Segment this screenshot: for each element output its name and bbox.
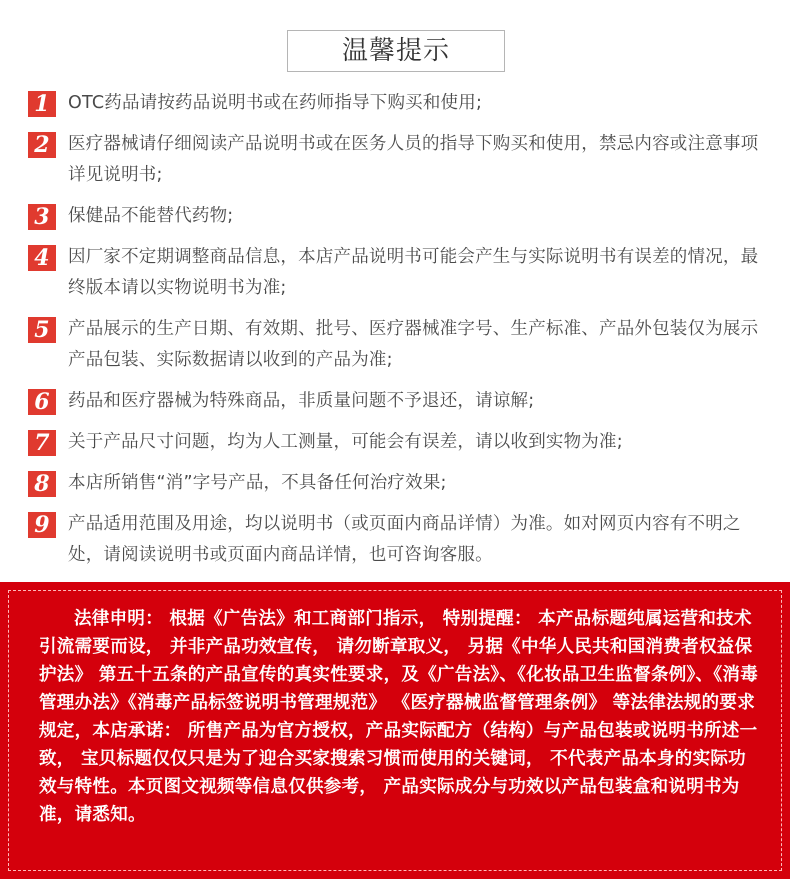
notice-text: 保健品不能替代药物; (68, 206, 234, 226)
notice-item (28, 386, 768, 417)
number-badge: 6 (28, 389, 56, 415)
notice-text: 医疗器械请仔细阅读产品说明书或在医务人员的指导下购买和使用，禁忌内容或注意事项详见说明书; (68, 134, 759, 185)
notice-item (28, 129, 768, 191)
notice-text: 本店所销售“消”字号产品，不具备任何治疗效果; (68, 473, 447, 493)
notice-item (28, 314, 768, 376)
legal-statement-text: 法律申明： 根据《广告法》和工商部门指示， 特别提醒： 本产品标题纯属运营和技术引流需要而设， 并非产品功效宣传， 请勿断章取义， 另据《中华人民共和国消费者权益保护法》 第五十五条的产品宣传的真实性要求，及《广告法》、《化妆品卫生监督条例》、《消毒管理办法》《消毒产品标签说明书管理规范》 《医疗器械监督管理条例》 等法律法规的要求规定，本店承诺： 所售产品为官方授权，产品实际配方（结构）与产品包装或说明书所述一致， 宝贝标题仅仅只是为了迎合买家搜索习惯而使用的关键词， 不代表产品本身的实际功效与特性。本页图文视频等信息仅供参考， 产品实际成分与功效以产品包装盒和说明书为准，请悉知。 (39, 609, 758, 825)
legal-statement-frame (8, 590, 782, 871)
notice-item (28, 88, 768, 119)
number-badge: 3 (28, 204, 56, 230)
notice-text: OTC药品请按药品说明书或在药师指导下购买和使用; (68, 93, 483, 113)
notice-text: 药品和医疗器械为特殊商品，非质量问题不予退还，请谅解; (68, 391, 535, 411)
notice-item (28, 201, 768, 232)
number-badge: 5 (28, 317, 56, 343)
number-badge: 9 (28, 512, 56, 538)
notice-item (28, 468, 768, 499)
number-badge: 7 (28, 430, 56, 456)
notice-text: 产品适用范围及用途，均以说明书（或页面内商品详情）为准。如对网页内容有不明之处，请阅读说明书或页面内商品详情，也可咨询客服。 (68, 514, 741, 565)
notice-list (28, 88, 768, 581)
notice-text: 关于产品尺寸问题，均为人工测量，可能会有误差，请以收到实物为准; (68, 432, 623, 452)
notice-item (28, 427, 768, 458)
page-title: 温馨提示 (287, 30, 505, 72)
notice-text: 因厂家不定期调整商品信息，本店产品说明书可能会产生与实际说明书有误差的情况，最终版本请以实物说明书为准; (68, 247, 759, 298)
number-badge: 1 (28, 91, 56, 117)
notice-item (28, 509, 768, 571)
notice-item (28, 242, 768, 304)
number-badge: 4 (28, 245, 56, 271)
number-badge: 8 (28, 471, 56, 497)
legal-statement-panel (0, 582, 790, 879)
number-badge: 2 (28, 132, 56, 158)
notice-text: 产品展示的生产日期、有效期、批号、医疗器械准字号、生产标准、产品外包装仅为展示产品包装、实际数据请以收到的产品为准; (68, 319, 759, 370)
